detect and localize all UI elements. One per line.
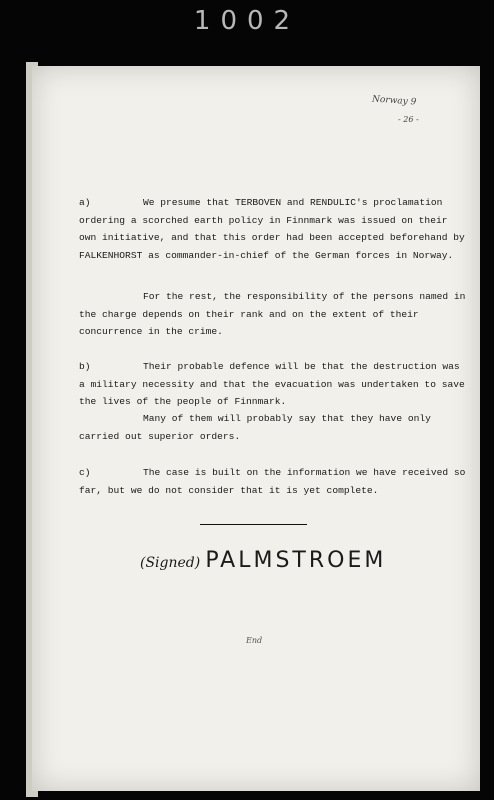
microfilm-frame-number: 1002 [193, 6, 301, 36]
paragraph-text: We presume that TERBOVEN and RENDULIC's proclamation ordering a scorched earth policy in Finnmark was issued on their own initiative, and that this order had been accepted beforehand by FALKENHORST as commander-in-chief of the German forces in Norway. [79, 197, 465, 261]
paragraph-text: The case is built on the information we have received so far, but we do not consider that it is yet complete. [79, 467, 466, 496]
signatory-name: PALMSTROEM [205, 548, 387, 573]
handwritten-reference-note: Norway 9 [371, 94, 417, 108]
paragraph-text: For the rest, the responsibility of the persons named in the charge depends on their rank and on the extent of their concurrence in the crime. [79, 291, 466, 337]
paragraph-a [79, 194, 469, 264]
handwritten-page-number: - 26 - [398, 115, 419, 124]
paragraph-text: Many of them will probably say that they have only carried out superior orders. [79, 413, 431, 442]
signed-annotation: (Signed) [140, 555, 201, 571]
signature-divider [200, 524, 307, 525]
paragraph-c [79, 464, 469, 499]
paragraph-text: Their probable defence will be that the destruction was a military necessity and that the evacuation was undertaken to save the lives of the people of Finnmark. [79, 361, 465, 407]
paragraph-b-continued [79, 410, 469, 445]
paragraph-marker-c: c) [79, 467, 91, 478]
paragraph-a-continued [79, 288, 469, 341]
paragraph-b [79, 358, 469, 411]
end-annotation: End [246, 636, 263, 645]
paragraph-marker-a: a) [79, 197, 91, 208]
signature-block [140, 548, 386, 573]
document-page [32, 66, 480, 791]
paragraph-marker-b: b) [79, 361, 91, 372]
